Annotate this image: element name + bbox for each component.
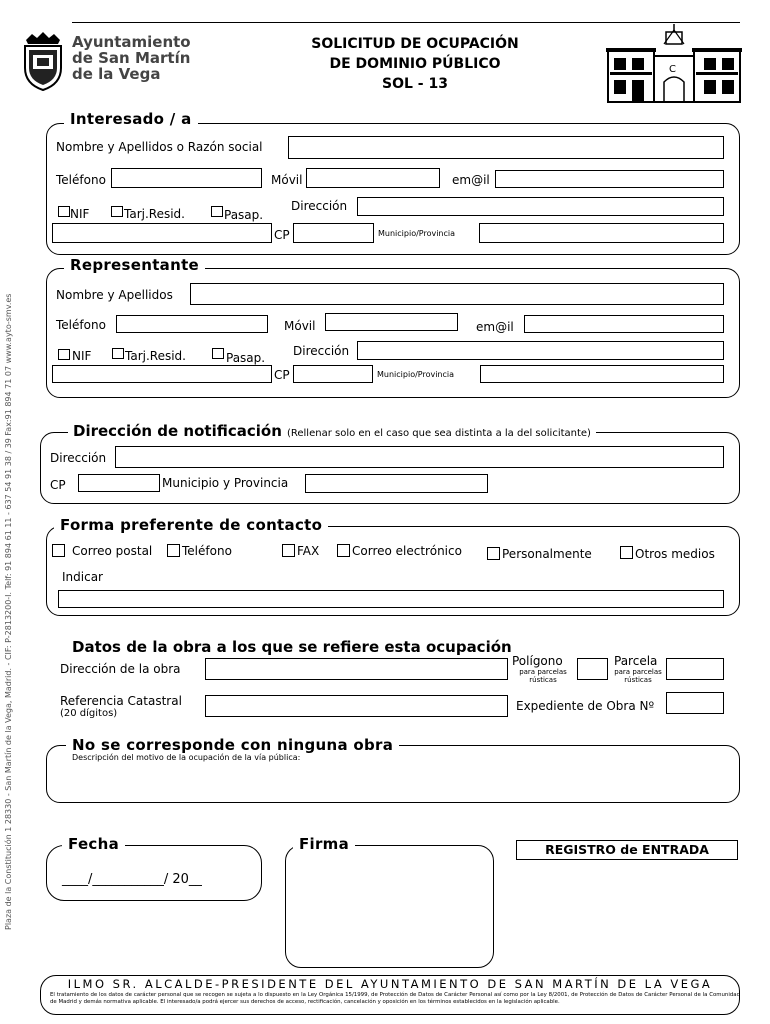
interesado-email-label: em@il bbox=[452, 173, 490, 187]
ninguna-obra-description-area[interactable] bbox=[70, 764, 730, 798]
representante-nif-label: NIF bbox=[72, 349, 92, 363]
notificacion-note: (Rellenar solo en el caso que sea distinta a la del solicitante) bbox=[286, 428, 591, 439]
contacto-telefono-label: Teléfono bbox=[182, 544, 232, 558]
representante-direccion-label: Dirección bbox=[293, 344, 350, 358]
interesado-telefono-label: Teléfono bbox=[56, 173, 106, 187]
registro-box: REGISTRO de ENTRADA bbox=[516, 840, 738, 860]
interesado-pasap-label: Pasap. bbox=[224, 208, 264, 222]
notificacion-cp-field[interactable] bbox=[78, 474, 160, 492]
contacto-indicar-label: Indicar bbox=[62, 570, 103, 584]
obra-catastral-sub: (20 dígitos) bbox=[60, 708, 118, 719]
org-line-2: de San Martín bbox=[72, 49, 191, 67]
fecha-line[interactable]: ____/___________/ 20__ bbox=[62, 872, 202, 887]
side-contact-text: Plaza de la Constitución 1 28330 - San Martín de la Vega, Madrid. - CIF: P-2813200-I. Telf: 91 894 61 11 - 637 54 91 38 / 39 Fax:91 894 71 07 www.ayto-smv.es bbox=[4, 293, 13, 930]
notificacion-cp-label: CP bbox=[50, 478, 66, 492]
coat-of-arms-icon bbox=[20, 30, 66, 92]
interesado-email-field[interactable] bbox=[495, 170, 724, 188]
contacto-correo-electronico-label: Correo electrónico bbox=[352, 544, 462, 558]
obra-parcela-field[interactable] bbox=[666, 658, 724, 680]
ninguna-obra-title: No se corresponde con ninguna obra bbox=[66, 736, 399, 754]
notificacion-municipio-label: Municipio y Provincia bbox=[162, 476, 289, 490]
representante-pasap-checkbox[interactable] bbox=[212, 348, 224, 359]
representante-pasap-label: Pasap. bbox=[226, 351, 266, 365]
obra-title: Datos de la obra a los que se refiere esta ocupación bbox=[72, 638, 512, 656]
footer-addressee: ILMO SR. ALCALDE-PRESIDENTE DEL AYUNTAMIENTO DE SAN MARTÍN DE LA VEGA bbox=[67, 977, 713, 991]
notificacion-direccion-label: Dirección bbox=[50, 451, 107, 465]
interesado-municipio-field[interactable] bbox=[479, 223, 724, 243]
contacto-otros-checkbox[interactable] bbox=[620, 546, 633, 559]
interesado-movil-label: Móvil bbox=[271, 173, 303, 187]
interesado-cp-field[interactable] bbox=[293, 223, 374, 243]
representante-tarj-checkbox[interactable] bbox=[112, 348, 124, 359]
representante-email-field[interactable] bbox=[524, 315, 724, 333]
obra-direccion-label: Dirección de la obra bbox=[60, 662, 181, 676]
firma-signature-area[interactable] bbox=[295, 860, 485, 960]
representante-municipio-label: Municipio/Provincia bbox=[377, 370, 455, 379]
representante-municipio-field[interactable] bbox=[480, 365, 724, 383]
obra-poligono-sub: para parcelas rústicas bbox=[519, 668, 567, 684]
contacto-personalmente-label: Personalmente bbox=[502, 547, 592, 561]
org-line-3: de la Vega bbox=[72, 65, 161, 83]
interesado-nombre-field[interactable] bbox=[288, 136, 724, 159]
interesado-direccion-field-2[interactable] bbox=[52, 223, 272, 243]
obra-poligono-field[interactable] bbox=[577, 658, 608, 680]
notificacion-title-group bbox=[68, 421, 596, 440]
obra-expediente-field[interactable] bbox=[666, 692, 724, 714]
representante-cp-field[interactable] bbox=[293, 365, 373, 383]
representante-nombre-label: Nombre y Apellidos bbox=[56, 288, 173, 302]
interesado-nif-checkbox[interactable] bbox=[58, 206, 70, 217]
title-line-1: SOLICITUD DE OCUPACIÓN bbox=[311, 36, 519, 52]
representante-tarj-label: Tarj.Resid. bbox=[125, 349, 186, 363]
title-line-3: SOL - 13 bbox=[382, 76, 448, 92]
obra-parcela-sub: para parcelas rústicas bbox=[614, 668, 662, 684]
contacto-correo-electronico-checkbox[interactable] bbox=[337, 544, 350, 557]
interesado-nombre-label: Nombre y Apellidos o Razón social bbox=[56, 140, 263, 154]
interesado-tarj-checkbox[interactable] bbox=[111, 206, 123, 217]
org-name bbox=[72, 34, 191, 82]
representante-email-label: em@il bbox=[476, 320, 514, 334]
notificacion-section bbox=[40, 432, 740, 504]
contacto-correo-postal-label: Correo postal bbox=[72, 544, 153, 558]
representante-title: Representante bbox=[64, 256, 205, 274]
notificacion-direccion-field[interactable] bbox=[115, 446, 724, 468]
contacto-personalmente-checkbox[interactable] bbox=[487, 547, 500, 560]
interesado-direccion-label: Dirección bbox=[291, 199, 348, 213]
obra-expediente-label: Expediente de Obra Nº bbox=[516, 699, 655, 713]
obra-catastral-label: Referencia Catastral bbox=[60, 694, 182, 708]
representante-direccion-field-2[interactable] bbox=[52, 365, 272, 383]
obra-direccion-field[interactable] bbox=[205, 658, 508, 680]
notificacion-title: Dirección de notificación bbox=[73, 422, 282, 440]
interesado-cp-label: CP bbox=[274, 228, 290, 242]
obra-poligono-label: Polígono bbox=[512, 654, 563, 668]
interesado-title: Interesado / a bbox=[64, 110, 198, 128]
interesado-movil-field[interactable] bbox=[306, 168, 440, 188]
representante-movil-field[interactable] bbox=[325, 313, 458, 331]
interesado-pasap-checkbox[interactable] bbox=[211, 206, 223, 217]
title-line-2: DE DOMINIO PÚBLICO bbox=[329, 56, 501, 72]
contacto-fax-label: FAX bbox=[297, 544, 320, 558]
firma-title: Firma bbox=[293, 835, 355, 853]
interesado-nif-label: NIF bbox=[70, 207, 90, 221]
interesado-telefono-field[interactable] bbox=[111, 168, 262, 188]
contacto-indicar-field[interactable] bbox=[58, 590, 724, 608]
obra-catastral-field[interactable] bbox=[205, 695, 508, 717]
obra-parcela-label: Parcela bbox=[614, 654, 658, 668]
representante-movil-label: Móvil bbox=[284, 319, 316, 333]
svg-text:C: C bbox=[669, 64, 676, 75]
interesado-direccion-field[interactable] bbox=[357, 197, 724, 216]
notificacion-municipio-field[interactable] bbox=[305, 474, 488, 493]
contacto-title: Forma preferente de contacto bbox=[54, 516, 328, 534]
representante-cp-label: CP bbox=[274, 368, 290, 382]
representante-telefono-field[interactable] bbox=[116, 315, 268, 333]
interesado-tarj-label: Tarj.Resid. bbox=[124, 207, 185, 221]
representante-telefono-label: Teléfono bbox=[56, 318, 106, 332]
contacto-fax-checkbox[interactable] bbox=[282, 544, 295, 557]
contacto-correo-postal-checkbox[interactable] bbox=[52, 544, 65, 557]
interesado-municipio-label: Municipio/Provincia bbox=[378, 229, 456, 238]
footer-legal: El tratamiento de los datos de carácter personal que se recogen se sujeta a lo dispuesto en la Ley Orgánica 15/1999, de Protección de Datos de Carácter Personal así como por la Ley 8/2001, de Protección de Datos de Carácter Personal de la Comunidad de Madrid y demás normativa aplicable. El interesado/a podrá ejercer sus derechos de acceso, rectificación, cancelación y oposición en los términos establecidos en la legislación aplicable. bbox=[50, 992, 740, 1005]
contacto-otros-label: Otros medios bbox=[635, 547, 715, 561]
town-hall-icon bbox=[606, 22, 742, 104]
representante-nombre-field[interactable] bbox=[190, 283, 724, 305]
org-line-1: Ayuntamiento bbox=[72, 33, 191, 51]
contacto-telefono-checkbox[interactable] bbox=[167, 544, 180, 557]
ninguna-obra-desc: Descripción del motivo de la ocupación de la vía pública: bbox=[72, 753, 301, 762]
representante-direccion-field[interactable] bbox=[357, 341, 724, 360]
form-title bbox=[270, 34, 560, 94]
representante-nif-checkbox[interactable] bbox=[58, 349, 70, 360]
fecha-title: Fecha bbox=[62, 835, 125, 853]
